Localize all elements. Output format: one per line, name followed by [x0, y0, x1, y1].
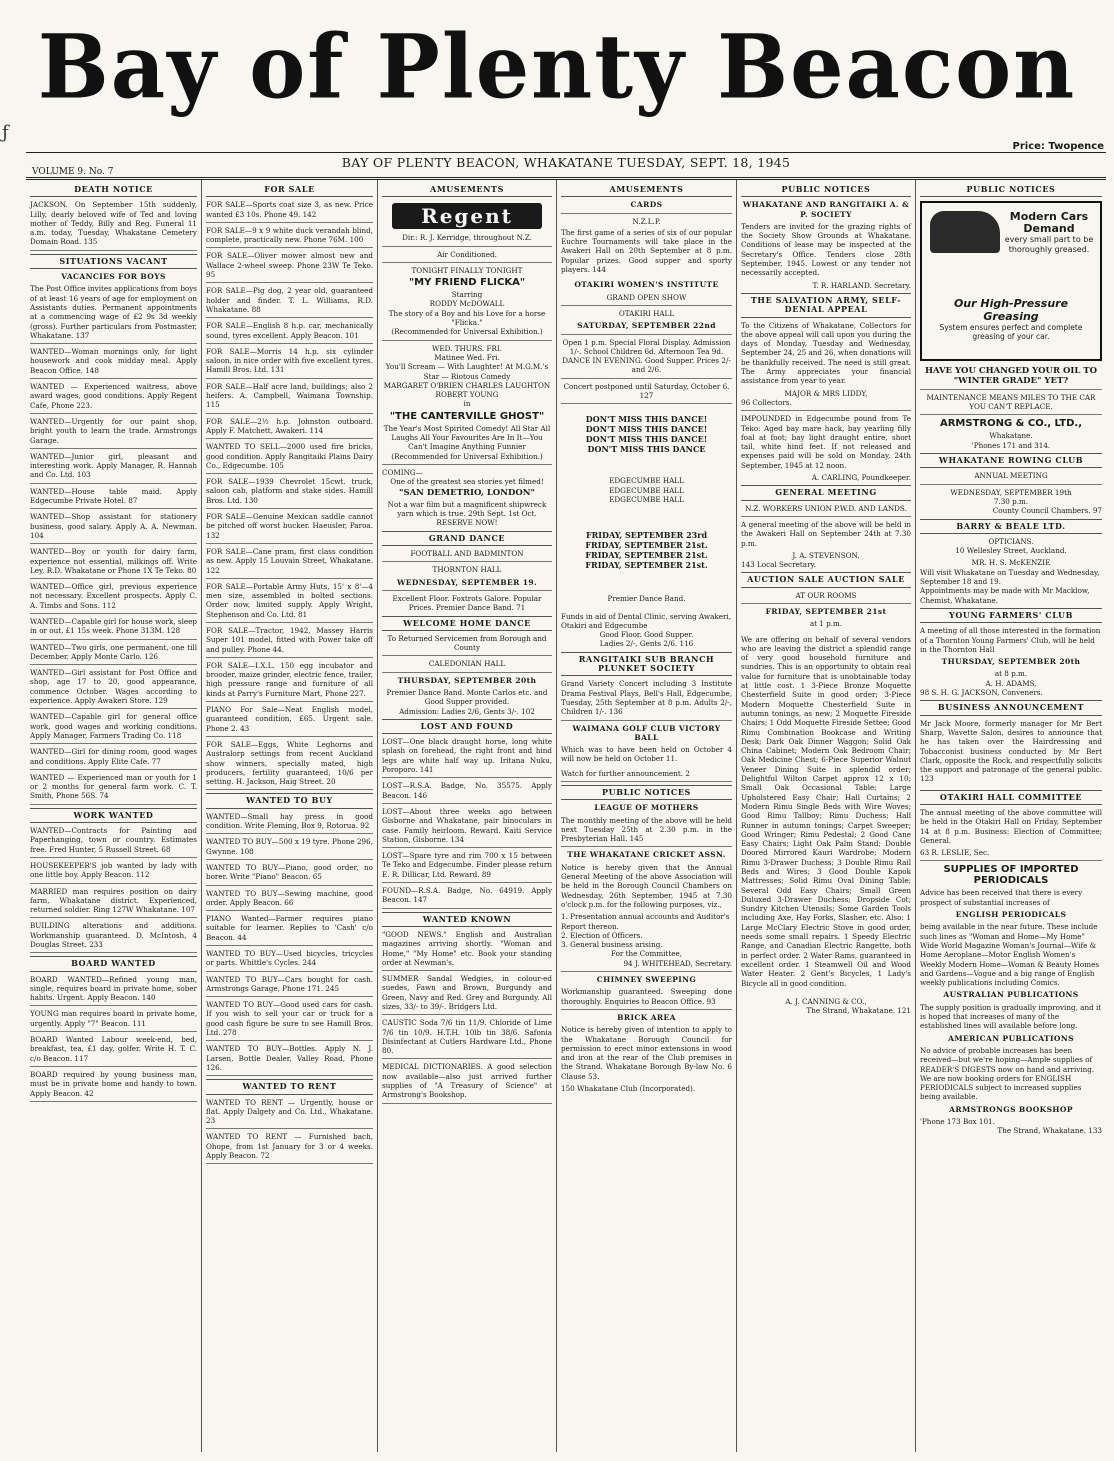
divider: [561, 334, 732, 335]
classified-ad: FOR SALE—Oliver mower almost new and Wallace 2-wheel sweep. Phone 23W Te Teko. 95: [206, 251, 373, 283]
org-name: WHAKATANE AND RANGITAIKI A. & P. SOCIETY: [742, 200, 910, 219]
divider: [382, 340, 552, 341]
subheading: ENGLISH PERIODICALS: [955, 910, 1067, 920]
divider: [382, 561, 552, 562]
film-title: "SAN DEMETRIO, LONDON": [399, 487, 535, 498]
classified-ad: WANTED—Woman mornings only, for light housework and cook midday meal. Apply Beacon Office. 148: [30, 347, 197, 379]
classified-ad: WANTED—Capable girl for house work, sleep in or out, £1 15s week. Phone 313M. 128: [30, 617, 197, 640]
admission: Admission: Ladies 2/6, Gents 3/-. 102: [399, 706, 535, 716]
divider: [382, 262, 552, 263]
section-heading: WANTED TO BUY: [206, 793, 373, 808]
section-heading: AMUSEMENTS: [561, 183, 732, 197]
classified-ad: WANTED TO SELL—2000 used fire bricks, good condition. Apply Rangitaiki Plains Dairy Co., Edgecumbe. 105: [206, 442, 373, 474]
event-time: at 8 p.m.: [994, 669, 1028, 679]
signoff: 63 R. LESLIE, Sec.: [920, 848, 990, 858]
section-heading: OTAKIRI HALL COMMITTEE: [920, 790, 1102, 805]
event-details: Good Floor. Good Supper.: [599, 630, 694, 640]
classified-ad: FOR SALE—Pig dog, 2 year old, guaranteed holder and finder. T. L. Williams, R.D. Whakatane. 88: [206, 286, 373, 318]
classified-ad: WANTED — Experienced man or youth for 1 or 2 months for general farm work. C. T. Smith, Phone 56S. 74: [30, 773, 197, 805]
event-details: Excellent Floor. Foxtrots Galore. Popular Prices. Premier Dance Band. 71: [392, 593, 542, 613]
classified-ad: WANTED—Small hay press in good condition. Write Fleming, Box 9, Rotorua. 92: [206, 812, 373, 835]
signoff: MAJOR & MRS LIDDY,: [784, 388, 868, 398]
section-heading: GRAND DANCE: [382, 531, 552, 546]
promo-line: One of the greatest sea stories yet filmed!: [390, 477, 544, 487]
column-3: [378, 180, 556, 1455]
classified-ad: WANTED TO BUY—Bottles. Apply N. J. Larsen, Bottle Dealer, Valley Road, Phone 126.: [206, 1044, 373, 1076]
dance-promo: [561, 414, 732, 454]
company-name: ARMSTRONG & CO., LTD.,: [939, 418, 1082, 430]
classified-ad: The Post Office invites applications from boys of at least 16 years of age for employment on Assistants duties. Permanent appointments at a commencing wage of £2 9s 3d weekly (gross). Further particulars from Postmaster, Whakatane. 137: [30, 284, 197, 344]
classified-ad: LOST—One black draught horse, long white splash on forehead, the right front and hind legs are white half way up. Iritana Nuku, Poroporo. 141: [382, 737, 552, 778]
agenda-item: 2. Election of Officers.: [561, 930, 643, 940]
notice-body: being available in the near future. These include such lines as "Woman and Home—My Home" Wide World Magazine Woman's Journal—Wife & Home Aeroplane—Motor English Women's Weekly Modern Home—Woman & Beauty Homes and Gardens—Vogue and a big range of English weekly publications including Comics.: [920, 922, 1100, 988]
subheading: AMERICAN PUBLICATIONS: [948, 1033, 1074, 1043]
org-name: N.Z. WORKERS UNION P.W.D. AND LANDS.: [745, 503, 907, 513]
divider: [561, 305, 732, 306]
classified-ad: FOR SALE—I.X.L. 150 egg incubator and brooder, maize grinder, electric fence, trailer, high pressure range and furniture of all kinds at Parry's Furniture Mart, Phone 227.: [206, 661, 373, 702]
classified-ad: WANTED—Shop assistant for stationery business, good salary. Apply A. A. Newman. 104: [30, 512, 197, 544]
dance-promo-line: DON'T MISS THIS DANCE: [587, 444, 706, 455]
classified-ad: MEDICAL DICTIONARIES. A good selection now available—also just arrived further supplies of "A Treasury of Science" at Armstrong's Bookshop.: [382, 1062, 552, 1103]
admission: Ladies 2/-, Gents 2/6. 116: [599, 639, 694, 649]
masthead-title: Bay of Plenty Beacon: [37, 14, 1077, 119]
company-address: The Strand, Whakatane. 133: [997, 1126, 1102, 1136]
regent-logo: Regent: [392, 203, 542, 229]
subheading: WAIMANA GOLF CLUB VICTORY BALL: [572, 723, 721, 742]
signoff: A. CARLING, Poundkeeper.: [811, 473, 911, 483]
classified-ad: FOR SALE—Morris 14 h.p. six cylinder saloon, in nice order with five excellent tyres. Hamill Bros. Ltd. 131: [206, 347, 373, 379]
notice-body: We are offering on behalf of several vendors who are leaving the district a splendid range of very good household furniture and sundries. This is an opportunity to obtain real value for furniture that is unobtainable today at little cost. 1 3-Piece Bronze Moquette Chesterfield Suite in good order; 3-Piece Modern Moquette Chesterfield Suite in autumn tonings, as new; 2 Moquette Fireside Chairs; 1 Odd Moquette Fireside Settee; Good Rimu Combination Bookcase and Writing Desk; Dark Oak Dinner Waggon; Solid Oak China Cabinet; Modern Oak Bedroom Chair; Oak Medicine Chest; 6-Piece Superior Walnut Veneer Dining Suite in splendid order; Delightful Wilton Carpet approx 12 x 10; Small Oak Occasional Table; Large Upholstered Easy Chair; Hall Curtains; 2 Modern Rimu Single Beds with Wire Woves; Good Rimu Tallboy; Rimu Duchess; Hall Runner in autumn tonings; Carpet Sweeper; Good Wringer; Rimu Pedestal; 2 Good Cane Easy Chairs; Light Oak Palm Stand; Double Doored Mirrored Kauri Wardrobe; Modern Rimu 3-Drawer Duchess; 3 Double Rimu Rail Beds and Wires; 3 Good Double Kapok Mattresses; Solid Rimu Oval Dining Table; Several Odd Easy Chairs; Small Green Duluxed 3-Drawer Duchess; Dropside Cot; Sundry Kitchen Utensils; Some Garden Tools including Axe, Hay Forks, Slasher, etc. Also: 1 Large McClary Electric Stove in good order, needs some small repairs. 1 Speedy Electric Range, and Canadian Electric Rangette, both in perfect order. 2 Water Rams, guaranteed in excellent order. 1 Steamwell Oil and Wood Water Heater. 2 Gent's Bicycles, 1 Lady's Bicycle all in good condition.: [741, 634, 911, 988]
venue: EDGECUMBE HALL: [609, 494, 684, 504]
event-date: SATURDAY, SEPTEMBER 22nd: [577, 321, 716, 331]
divider: [741, 516, 911, 517]
notice-body: No advice of probable increases has been received—but we're hoping—Ample supplies of READER'S DIGESTS now on hand and arriving. We are now booking orders for ENGLISH PERIODICALS subject to increased supplies being available.: [920, 1045, 1095, 1102]
event-date: WEDNESDAY, SEPTEMBER 19.: [396, 577, 538, 587]
starring-label: Starring: [451, 290, 483, 300]
company-trade: OPTICIANS.: [988, 536, 1034, 546]
classified-ad: FOR SALE—2½ h.p. Johnston outboard. Apply F. Matchett, Awakeri. 114: [206, 417, 373, 440]
section-heading: WORK WANTED: [30, 808, 197, 823]
event-line: ANNUAL MEETING: [974, 471, 1048, 481]
star-name: RODDY McDOWALL: [429, 299, 505, 309]
section-heading: PUBLIC NOTICES: [561, 785, 732, 800]
classified-ad: CAUSTIC Soda 7/6 tin 11/9. Chloride of Lime 7/6 tin 10/9. H.T.H. 10lb tin 38/6. Safonia Disinfectant at Cutlers Hardware Ltd., Phone 80.: [382, 1018, 552, 1059]
venue: EDGECUMBE HALL: [609, 476, 684, 486]
signoff: 94 J. WHITEHEAD, Secretary.: [623, 958, 732, 968]
subheading: THE WHAKATANE CRICKET ASSN.: [567, 850, 726, 860]
screening-days: WED. THURS. FRI.: [431, 343, 502, 353]
classified-ad: WANTED — Experienced waitress, above award wages, good conditions. Apply Regent Cafe, Phone 223.: [30, 382, 197, 414]
notice-body: IMPOUNDED in Edgecumbe pound from Te Teko: Aged bay mare hack, bay yearling filly foal at foot; bay light draught entire, short tail, white hind feet. If not released and expenses paid will be sold on Monday, 24th September, 1945 at 12 noon.: [741, 414, 911, 470]
event-line: To Returned Servicemen from Borough and County: [387, 633, 547, 653]
classified-ad: WANTED TO RENT — Furnished bach, Ohope, from 1st January for 3 or 4 weeks. Apply Beacon. 72: [206, 1132, 373, 1164]
section-heading: FOR SALE: [206, 183, 373, 197]
signoff: 98 S. H. G. JACKSON, Conveners.: [920, 688, 1043, 698]
section-heading: DEATH NOTICE: [30, 183, 197, 197]
notice-body: A meeting of all those interested in the formation of a Thornton Young Farmers' Club, will be held in the Thornton Hall: [920, 626, 1101, 654]
section-heading: THE SALVATION ARMY, SELF-DENIAL APPEAL: [741, 293, 911, 318]
film-title: "MY FRIEND FLICKA": [408, 277, 526, 289]
event-details: Funds in aid of Dental Clinic, serving Awakeri, Otakiri and Edgecumbe: [561, 611, 731, 630]
section-heading: RANGITAIKI SUB BRANCH PLUNKET SOCIETY: [561, 652, 732, 677]
film-title: "THE CANTERVILLE GHOST": [389, 410, 545, 422]
matinee-line: Matinee Wed. Fri.: [434, 352, 500, 362]
company-address: 10 Wellesley Street, Auckland.: [955, 546, 1067, 556]
notice-body: To the Citizens of Whakatane, Collectors for the above appeal will call upon you during the days of Monday, Tuesday and Wednesday, September 24, 25 and 26, when donations will be thankfully received. The need is still great. The Army appreciates your financial assistance from year to year.: [741, 320, 911, 386]
person-name: MR. H. S. McKENZIE: [971, 558, 1051, 568]
classified-ad: WANTED TO BUY—500 x 19 tyre. Phone 296, Gwynne. 108: [206, 837, 373, 860]
divider: [920, 389, 1102, 390]
section-heading: PUBLIC NOTICES: [920, 183, 1102, 197]
signoff: 96 Collectors.: [741, 397, 792, 407]
divider: [382, 672, 552, 673]
subheading: AUSTRALIAN PUBLICATIONS: [943, 990, 1079, 1000]
venue: CALEDONIAN HALL: [428, 659, 506, 669]
divider: [382, 655, 552, 656]
divider: [920, 860, 1102, 861]
classified-ad: WANTED TO BUY—Used bicycles, tricycles or parts. Whittle's Cycles. 244: [206, 949, 373, 972]
advert-headline: [1004, 211, 1094, 255]
section-heading: WHAKATANE ROWING CLUB: [920, 453, 1102, 468]
classified-ad: WANTED TO BUY—Good used cars for cash. If you wish to sell your car or truck for a good cash figure be sure to see Hamill Bros. Ltd. 278: [206, 1000, 373, 1041]
classified-ad: "GOOD NEWS." English and Australian magazines arriving shortly. "Woman and Home," "My Home" etc. Book your standing order at Newman's.: [382, 930, 552, 971]
notice-body: A general meeting of the above will be held in the Awakeri Hall on September 24th at 7.30 p.m.: [741, 519, 911, 548]
flourish-mark: ƒ: [2, 122, 9, 143]
classified-ad: SUMMER Sandal Wedgies, in colour-ed suedes, Fawn and Brown, Burgundy and Green, Navy and Red. Grey and Burgundy. All sizes, 33/- to 39/-. Bridgers Ltd.: [382, 974, 552, 1015]
band: Premier Dance Band.: [607, 594, 686, 604]
section-heading: WANTED TO RENT: [206, 1079, 373, 1094]
signoff: A. H. ADAMS,: [985, 678, 1037, 688]
section-heading: AUCTION SALE AUCTION SALE: [741, 572, 911, 587]
cast-list: MARGARET O'BRIEN CHARLES LAUGHTON ROBERT YOUNG: [383, 380, 551, 400]
classified-ad: FOR SALE—Sports coat size 3, as new. Price wanted £3 10s. Phone 49. 142: [206, 200, 373, 223]
event-date: FRIDAY, SEPTEMBER 21st: [765, 606, 887, 616]
subheading: CHIMNEY SWEEPING: [596, 975, 697, 985]
reserve-line: RESERVE NOW!: [436, 518, 498, 528]
classified-ad: FOUND—R.S.A. Badge, No. 64919. Apply Beacon. 147: [382, 886, 552, 909]
divider: [561, 971, 732, 972]
signoff: For the Committee,: [610, 949, 683, 959]
classified-ad: PIANO For Sale—Neat English model, guaranteed condition, £65. Urgent sale. Phone 2. 43: [206, 705, 373, 737]
event-date: THURSDAY, SEPTEMBER 20th: [941, 657, 1081, 667]
promo-line: Not a war film but a magnificent shipwreck yarn which is true. 29th Sept. 1st Oct.: [387, 499, 547, 519]
classified-ad: PIANO Wanted—Farmer requires piano suitable for learner. Replies to 'Cash' c/o Beacon. 44: [206, 914, 373, 946]
info-bar: [26, 141, 1106, 180]
section-heading: SUPPLIES OF IMPORTED PERIODICALS: [943, 864, 1079, 887]
advert-text: every small part to be thoroughly greased.: [1004, 235, 1094, 255]
classified-ad: FOR SALE—9 x 9 white duck verandah blind, complete, practically new. Phone 76M. 100: [206, 226, 373, 249]
org-name: OTAKIRI WOMEN'S INSTITUTE: [574, 280, 719, 290]
classified-ad: FOR SALE—Tractor, 1942, Massey Harris Super 101 model, fitted with Power take off and pulley. Phone 44.: [206, 626, 373, 658]
subheading: VACANCIES FOR BOYS: [61, 272, 166, 282]
classified-ad: FOR SALE—Eggs, White Leghorns and Australorp settings from recent Auckland show winners, specially mated, high producers, fertility guaranteed, 10/6 per setting. H. Jackson, Haig Street. 20: [206, 740, 373, 790]
notice-body: Tenders are invited for the grazing rights of the Society Show Grounds at Whakatane. Conditions of lease may be inspected at the Secretary's Office. Tenders close 28th September, 1945. Lowest or any tender not necessarily accepted.: [741, 221, 911, 278]
notice-body: The monthly meeting of the above will be held next Tuesday 25th at 2.30 p.m. in the Presbyterian Hall. 145: [561, 816, 732, 848]
dance-promo-line: DON'T MISS THIS DANCE!: [585, 414, 708, 425]
event-time: at 1 p.m.: [809, 619, 843, 629]
event-time: 7.30 p.m.: [993, 496, 1029, 506]
signoff: T. R. HARLAND. Secretary.: [812, 280, 911, 290]
section-heading: PUBLIC NOTICES: [741, 183, 911, 197]
classified-ad: FOR SALE—1939 Chevrolet 15cwt. truck, saloon cab, platform and stake sides. Hamill Bros. Ltd. 130: [206, 477, 373, 509]
classified-ad: WANTED TO BUY—Piano, good order, no borer. Write "Piano" Beacon. 65: [206, 863, 373, 886]
dance-promo-line: DON'T MISS THIS DANCE!: [585, 434, 708, 445]
classified-ad: WANTED—Boy or youth for dairy farm, experience not essential, milkings off. Write Ley, R.D. Whakatane or Phone 1X Te Teko. 80: [30, 547, 197, 579]
column-4: [557, 180, 736, 1455]
event-date: FRIDAY, SEPTEMBER 21st.: [585, 550, 708, 561]
divider: [382, 464, 552, 465]
notice-body: Mr Jack Moore, formerly manager for Mr Bert Sharp, Wavette Salon, desires to announce that he has taken over the Hairdressing and Tobacconist business conducted by Mr Bert Clark, opposite the Rock, and respectfully solicits the support and patronage of the general public. 123: [920, 718, 1102, 784]
advert-tagline: [926, 297, 1096, 341]
classified-ad: JACKSON. On September 15th suddenly, Lilly, dearly beloved wife of Ted and loving mother of Teddy, Billy and Reg. Funeral 11 a.m. today, Tuesday, Whakatane Cemetery Domain Road. 135: [30, 200, 197, 250]
divider: [741, 603, 911, 604]
classified-ad: BOARD Wanted Labour week-end, bed, breakfast, tea, £1 day, golfer. Write H. T. C. c/o Beacon. 117: [30, 1035, 197, 1067]
divider: [561, 213, 732, 214]
film-story: The story of a Boy and his Love for a horse "Flicka.": [388, 308, 546, 328]
company-town: Whakatane.: [989, 431, 1033, 441]
classified-ad: LOST—About three weeks ago between Gisborne and Whakatane, pair binoculars in case. Family heirloom. Reward. Kaiti Service Station, Gisborne. 134: [382, 807, 552, 848]
event-details: DANCE IN EVENING. Good Supper. Prices 2/- and 2/6.: [562, 356, 731, 375]
classified-ad: WANTED—Two girls, one permanent, one till December. Apply Monte Carlo. 126: [30, 643, 197, 666]
subheading: LEAGUE OF MOTHERS: [594, 803, 699, 813]
divider: [920, 414, 1102, 415]
in-label: in: [463, 399, 471, 409]
divider: [741, 410, 911, 411]
divider: [561, 378, 732, 379]
notice-body: Workmanship guaranteed. Sweeping done thoroughly. Enquiries to Beacon Office. 93: [561, 987, 732, 1010]
dance-promo-line: DON'T MISS THIS DANCE!: [585, 424, 708, 435]
classified-ad: WANTED—Junior girl, pleasant and interesting work. Apply Manager, R. Hannah and Co. Ltd. 103: [30, 452, 197, 484]
signoff: J. A. STEVENSON,: [792, 550, 860, 560]
venue: County Council Chambers. 97: [992, 506, 1102, 516]
company-name: ARMSTRONGS BOOKSHOP: [949, 1104, 1073, 1114]
section-heading: GENERAL MEETING: [741, 485, 911, 500]
classified-ad: FOR SALE—Cane pram, first class condition as new. Apply 15 Louvain Street, Whakatane. 122: [206, 547, 373, 579]
recommendation: (Recommended for Universal Exhibition.): [391, 451, 543, 461]
agenda-item: 3. General business arising.: [561, 940, 663, 950]
divider: [920, 484, 1102, 485]
notice-body: Will visit Whakatane on Tuesday and Wednesday, September 18 and 19.: [920, 567, 1100, 587]
classified-ad: LOST—Spare tyre and rim 700 x 15 between Te Teko and Edgecumbe. Finder please return E. R. Dillicar, Ltd. Reward. 89: [382, 851, 552, 883]
tonight-line: TONIGHT FINALLY TONIGHT: [411, 265, 523, 275]
director-line: Dir.: R. J. Kerridge, throughout N.Z.: [402, 233, 532, 243]
notice-body: Watch for further announcement. 2: [561, 769, 732, 782]
classified-ad: WANTED—Contracts for Painting and Paperhanging, town or country. Estimates free. Fred Hunter, 5 Russell Street. 68: [30, 826, 197, 858]
section-heading: BOARD WANTED: [30, 956, 197, 971]
classified-ad: WANTED—House table maid. Apply Edgecumbe Private Hotel. 87: [30, 487, 197, 510]
divider: [382, 590, 552, 591]
classified-ad: WANTED TO BUY—Cars bought for cash. Armstrongs Garage, Phone 171. 245: [206, 975, 373, 998]
notice-body: Notice is hereby given of intention to apply to the Whakatane Borough Council for permission to erect minor extensions in wood and iron at the rear of the Club premises in the Strand. Whakatane Borough By-law No. 6 Clause 53.: [561, 1025, 732, 1081]
event-line: GRAND OPEN SHOW: [606, 292, 687, 302]
section-heading: YOUNG FARMERS' CLUB: [920, 608, 1102, 623]
signoff: The Strand, Whakatane. 121: [806, 1006, 911, 1016]
classified-ad: WANTED TO RENT — Urgently, house or flat. Apply Dalgety and Co. Ltd., Whakatane. 23: [206, 1098, 373, 1130]
notice-body: Grand Variety Concert including 3 Institute Drama Festival Plays, Bell's Hall, Edgecumbe, Tuesday, 25th September at 8 p.m. Adults 2/-, Children 1/-. 136: [561, 679, 732, 720]
classified-ad: HOUSEKEEPER'S job wanted by lady with one little boy. Apply Beacon. 112: [30, 861, 197, 884]
notice-body: Which was to have been held on October 4 will now be held on October 11.: [561, 745, 732, 764]
notice-body: Notice is hereby given that the Annual General Meeting of the above Association will be held in the Borough Council Chambers on Wednesday, 26th September, 1945 at 7.30 o'clock p.m. for the following purposes, viz.,: [561, 862, 732, 909]
event-date: WEDNESDAY, SEPTEMBER 19th: [950, 487, 1072, 497]
section-heading: WANTED KNOWN: [382, 912, 552, 927]
event-line: FOOTBALL AND BADMINTON: [410, 549, 524, 559]
advert-title: Our High-Pressure Greasing: [953, 297, 1069, 324]
air-conditioned: Air Conditioned.: [437, 249, 497, 259]
classified-ad: WANTED—Girl for dining room, good wages and conditions. Apply Elite Cafe. 77: [30, 747, 197, 770]
classified-ad: WANTED—Office girl, previous experience not necessary. Excellent prospects. Apply C. A. Timbs and Sons. 112: [30, 582, 197, 614]
signoff: A. J. CANNING & CO.,: [785, 996, 867, 1006]
event-details: Open 1 p.m. Special Floral Display. Admission 1/-. School Children 6d. Afternoon Tea 9d.: [562, 337, 731, 356]
divider: [561, 403, 732, 404]
event-details: Concert postponed until Saturday, October 6. 127: [563, 381, 730, 401]
event-date: FRIDAY, SEPTEMBER 21st.: [585, 560, 708, 571]
classified-ad: FOR SALE—Half acre land, buildings; also 2 heifers. A. Campbell, Waimana Township. 115: [206, 382, 373, 414]
event-date: FRIDAY, SEPTEMBER 21st.: [585, 540, 708, 551]
classified-ad: BUILDING alterations and additions. Workmanship guaranteed. D. McIntosh, 4 Douglas Street. 233: [30, 921, 197, 953]
column-6: [916, 180, 1106, 1455]
classified-ad: WANTED—Girl assistant for Post Office and shop, age 17 to 20, good appearance, commence October. Wages according to experience. Apply Awakeri Store. 129: [30, 668, 197, 709]
classified-ad: MARRIED man requires position on dairy farm, Whakatane district. Experienced, returned soldier. Ring 127W Whakatane. 107: [30, 887, 197, 919]
promo-line: You'll Scream — With Laughter! At M.G.M.'s Star — Riotous Comedy: [385, 362, 549, 381]
agenda-item: 1. Presentation annual accounts and Auditor's Report thereon.: [561, 912, 730, 931]
event-date: THURSDAY, SEPTEMBER 20th: [397, 675, 537, 685]
classified-ad: FOR SALE—English 8 h.p. car, mechanically sound, tyres excellent. Apply Beacon. 101: [206, 321, 373, 344]
promo-line: The Year's Most Spirited Comedy! All Star All Laughs All Your Favourites Are In It—You Can't Imagine Anything Funnier: [383, 423, 551, 452]
event-date: FRIDAY, SEPTEMBER 23rd: [585, 530, 708, 541]
signoff: 150 Whakatane Club (Incorporated).: [561, 1084, 696, 1093]
column-2: [202, 180, 377, 1455]
subheading: CARDS: [630, 200, 663, 210]
event-details: Premier Dance Band. Monte Carlos etc. and Good Supper provided.: [386, 687, 548, 707]
advert-line: MAINTENANCE MEANS MILES TO THE CAR YOU CAN'T REPLACE.: [926, 392, 1096, 412]
classified-ad: BOARD WANTED—Refined young man, single, requires board in private home, sober habits. Urgent. Apply Beacon. 140: [30, 975, 197, 1007]
subheading: BRICK AREA: [617, 1012, 676, 1022]
venue: THORNTON HALL: [432, 565, 502, 575]
notice-body: The annual meeting of the above committee will be held in the Otakiri Hall on Friday, September 14 at 8 p.m. Business: Election of Committee; General.: [920, 807, 1102, 845]
divider: [382, 246, 552, 247]
org-name: N.Z.L.P.: [632, 216, 661, 226]
signoff: 143 Local Secretary.: [741, 560, 816, 570]
classified-ad: FOR SALE—Portable Army Huts, 15' x 8'—4 men size, assembled in bolted sections. Order now, limited supply. Apply Wright, Stephenson and Co. Ltd. 81: [206, 582, 373, 623]
advert-text: System ensures perfect and complete greasing of your car.: [939, 323, 1083, 342]
classified-ad: BOARD required by young business man, must be in private home and handy to town. Apply Beacon. 42: [30, 1070, 197, 1102]
section-heading: SITUATIONS VACANT: [30, 254, 197, 269]
section-heading: WELCOME HOME DANCE: [382, 616, 552, 631]
section-heading: LOST AND FOUND: [382, 719, 552, 734]
column-5: [737, 180, 915, 1455]
venue: AT OUR ROOMS: [795, 590, 857, 600]
column-1: [26, 180, 201, 1455]
section-heading: BUSINESS ANNOUNCEMENT: [920, 700, 1102, 715]
car-icon: [930, 211, 1000, 253]
venue: EDGECUMBE HALL: [609, 485, 684, 495]
company-phone: 'Phone 173 Box 101.: [920, 1117, 995, 1126]
section-heading: AMUSEMENTS: [382, 183, 552, 197]
notice-body: Appointments may be made with Mr Macklow, Chemist, Whakatane.: [920, 586, 1090, 605]
advert-title: Modern Cars Demand: [1009, 210, 1089, 236]
classified-ad: WANTED TO BUY—Sewing machine, good order. Apply Beacon. 66: [206, 889, 373, 912]
dateline: BAY OF PLENTY BEACON, WHAKATANE TUESDAY, SEPT. 18, 1945: [341, 155, 791, 170]
classified-ad: WANTED—Capable girl for general office work, good wages and working conditions. Apply Manager, Farmers Trading Co. 118: [30, 712, 197, 744]
venue-list: [561, 476, 732, 504]
classified-ad: WANTED—Urgently for our paint shop, bright youth to learn the trade. Armstrongs Garage.: [30, 417, 197, 449]
notice-body: The supply position is gradually improving, and it is hoped that increases of many of the established lines will available before long.: [920, 1002, 1102, 1031]
section-heading: BARRY & BEALE LTD.: [920, 519, 1102, 534]
notice-body: Advice has been received that there is every prospect of substantial increases of: [920, 888, 1083, 907]
recommendation: (Recommended for Universal Exhibition.): [391, 327, 543, 337]
advert-line: HAVE YOU CHANGED YOUR OIL TO "WINTER GRADE" YET?: [924, 366, 1098, 386]
company-phone: 'Phones 171 and 314.: [971, 440, 1051, 450]
coming-label: COMING—: [382, 467, 423, 477]
classified-ad: YOUNG man requires board in private home, urgently. Apply "7" Beacon. 111: [30, 1009, 197, 1032]
classified-ad: LOST—R.S.A. Badge, No. 35575. Apply Beacon. 146: [382, 781, 552, 804]
volume-number: VOLUME 9. No. 7: [32, 167, 114, 177]
classified-ad: FOR SALE—Genuine Mexican saddle cannot be pitched off worst bucker. Haeusler, Paroa. 132: [206, 512, 373, 544]
notice-body: The first game of a series of six of our popular Euchre Tournaments will take place in the Awakeri Hall on 20th September at 8 p.m. Popular prizes. Good supper and sporty players. 144: [561, 227, 732, 275]
date-list: [561, 530, 732, 570]
venue: OTAKIRI HALL: [618, 308, 675, 318]
price: Price: Twopence: [1012, 141, 1104, 152]
garage-advert: [920, 201, 1102, 361]
